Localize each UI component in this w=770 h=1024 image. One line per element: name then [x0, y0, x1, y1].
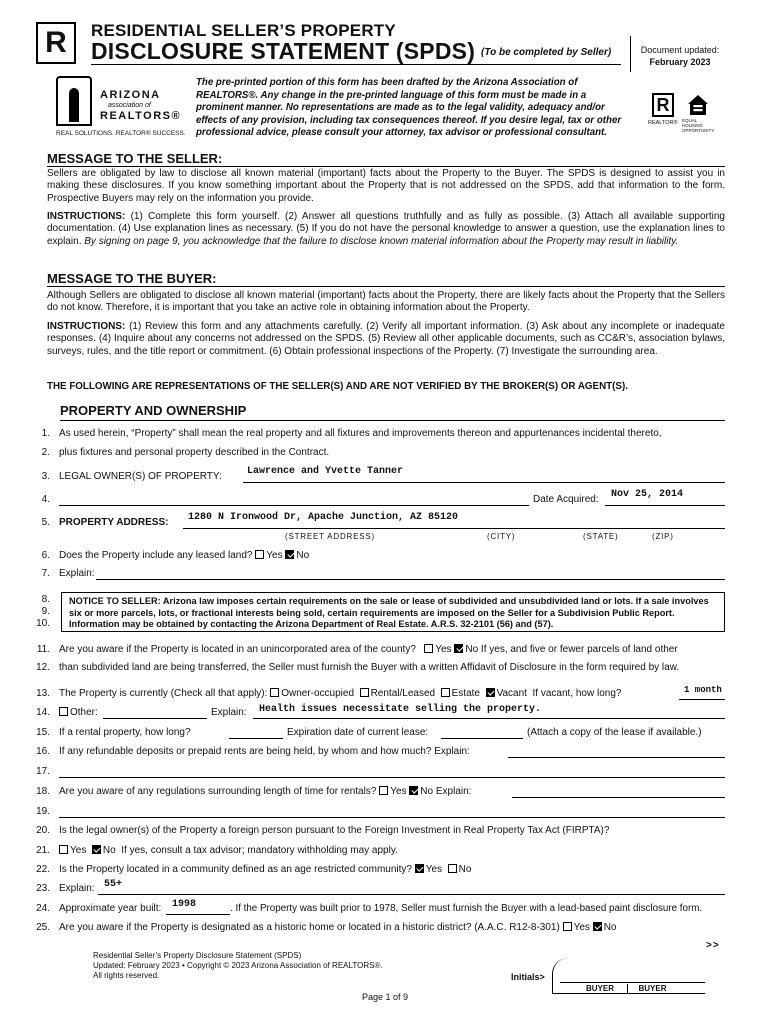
leased-land-question: Does the Property include any leased land? — [59, 550, 253, 561]
year-built-label: Approximate year built: — [59, 903, 162, 914]
line-21 — [59, 845, 398, 856]
form-title-note: (To be completed by Seller) — [481, 47, 612, 58]
lead-paint-note: . If the Property was built prior to 1978, Seller must furnish the Buyer with a lead-based paint disclosure form. — [230, 903, 703, 914]
property-heading: PROPERTY AND OWNERSHIP — [60, 403, 247, 418]
line-14-explain-value: Health issues necessitate selling the property. — [259, 704, 542, 715]
initials-rule — [560, 982, 705, 983]
line-6 — [59, 550, 309, 561]
yes-label: Yes — [435, 644, 452, 655]
line-18 — [59, 786, 471, 797]
yes-label: Yes — [70, 845, 87, 856]
form-r-logo: R — [36, 22, 76, 64]
no-label: No — [465, 644, 479, 655]
date-acquired-field[interactable] — [605, 505, 725, 506]
buyer-instr-label: INSTRUCTIONS: — [47, 321, 126, 332]
seller-instr-italic: By signing on page 9, you acknowledge that the failure to disclose known material information about the Property may result in liability. — [84, 235, 679, 247]
line-2-text: plus fixtures and personal property described in the Contract. — [59, 447, 330, 458]
buyer-initials-2[interactable]: BUYER — [627, 984, 677, 993]
unincorporated-question: Are you aware if the Property is located in an unincorporated area of the county? — [59, 644, 416, 655]
line-number: 17. — [36, 766, 50, 777]
line-12-text: than subdivided land are being transferred, the Seller must furnish the Buyer with a written Affidavit of Disclosure in the form required by law. — [59, 662, 680, 673]
line-23-explain-label: Explain: — [59, 883, 95, 894]
doc-updated — [635, 44, 725, 68]
logo-realtors: REALTORS® — [100, 110, 182, 122]
line-19-field[interactable] — [59, 817, 725, 818]
line-22 — [59, 864, 471, 875]
date-acquired-label: Date Acquired: — [533, 494, 599, 505]
line-number: 20. — [36, 825, 50, 836]
footer-text — [93, 951, 383, 981]
property-address-label: PROPERTY ADDRESS: — [59, 517, 169, 528]
realtor-label: REALTOR® — [648, 120, 678, 126]
caption-city: (CITY) — [487, 532, 516, 541]
line-23-explain-field[interactable] — [98, 894, 725, 895]
preprinted-disclaimer: The pre-printed portion of this form has been drafted by the Arizona Association of REALTORS®. Any change in the pre-printed language of this form must be made in a prominent manner. No representations are made as to the legal validity, adequacy and/or effects of any provision, including tax consequences thereof. If you desire legal, tax or other professional advice, please consult your attorney, tax advisor or professional consultant. — [196, 77, 622, 138]
line-number: 3. — [41, 471, 50, 482]
line-number: 21. — [36, 845, 50, 856]
line-number: 25. — [36, 922, 50, 933]
line-14-explain-field[interactable] — [253, 718, 725, 719]
seller-rule — [47, 166, 725, 167]
caption-zip: (ZIP) — [652, 532, 674, 541]
form-title-line2: DISCLOSURE STATEMENT (SPDS) — [91, 38, 476, 64]
line-number: 24. — [36, 903, 50, 914]
historic-no-checkbox[interactable] — [593, 922, 602, 931]
no-label: No — [458, 864, 472, 875]
caption-street: (STREET ADDRESS) — [285, 532, 375, 541]
attach-lease-note: (Attach a copy of the lease if available.) — [527, 727, 702, 738]
line-number: 1. — [41, 428, 50, 439]
logo-name: ARIZONA — [100, 89, 161, 101]
buyer-instructions — [47, 321, 725, 358]
line-number: 10. — [36, 618, 50, 629]
age-restricted-yes-checkbox[interactable] — [415, 864, 424, 873]
leased-land-no-checkbox[interactable] — [285, 550, 294, 559]
firpta-yes-checkbox[interactable] — [59, 845, 68, 854]
line-number: 2. — [41, 447, 50, 458]
other-label: Other: — [70, 707, 98, 718]
legal-owner-field[interactable] — [243, 482, 725, 483]
line-7-explain-field[interactable] — [96, 579, 725, 580]
year-built-field[interactable] — [166, 914, 230, 915]
no-label: No — [296, 550, 310, 561]
buyer-rule — [47, 286, 725, 287]
arizona-realtors-logo — [56, 76, 186, 136]
footer-line2: Updated: February 2023 • Copyright © 2023 Arizona Association of REALTORS®. — [93, 961, 383, 970]
line-number: 13. — [36, 688, 50, 699]
property-rule — [60, 420, 725, 421]
line-17-field[interactable] — [59, 777, 725, 778]
leased-land-yes-checkbox[interactable] — [255, 550, 264, 559]
year-built-value: 1998 — [172, 899, 197, 910]
other-field[interactable] — [103, 718, 207, 719]
line-13 — [59, 688, 621, 699]
line-25 — [59, 922, 616, 933]
property-address-field[interactable] — [183, 528, 725, 529]
buyer-heading: MESSAGE TO THE BUYER: — [47, 271, 217, 286]
form-title-line1: RESIDENTIAL SELLER’S PROPERTY — [91, 21, 396, 40]
equal-housing-icon — [686, 93, 710, 117]
seller-instructions — [47, 211, 725, 248]
initials-label: Initials> — [511, 972, 545, 982]
line-number: 15. — [36, 727, 50, 738]
no-label: No — [603, 922, 617, 933]
next-page-arrows: >> — [706, 940, 720, 951]
caption-state: (STATE) — [583, 532, 619, 541]
deposits-question: If any refundable deposits or prepaid rents are being held, by whom and how much? Explain: — [59, 746, 470, 757]
page-number: Page 1 of 9 — [361, 992, 409, 1002]
regulations-no-checkbox[interactable] — [409, 786, 418, 795]
age-restricted-no-checkbox[interactable] — [448, 864, 457, 873]
unincorporated-no-checkbox[interactable] — [454, 644, 463, 653]
line-number: 9. — [41, 606, 50, 617]
how-long-value: 1 month — [684, 685, 722, 695]
line-number: 16. — [36, 746, 50, 757]
buyer-initials-1[interactable]: BUYER — [585, 984, 614, 993]
regulations-explain-field[interactable] — [512, 797, 725, 798]
doc-updated-date: February 2023 — [649, 57, 711, 67]
firpta-question: Is the legal owner(s) of the Property a foreign person pursuant to the Foreign Investment in Real Property Tax Act (FIRPTA)? — [59, 825, 610, 836]
footer-line1: Residential Seller’s Property Disclosure Statement (SPDS) — [93, 951, 302, 960]
line-number: 7. — [41, 568, 50, 579]
footer-line3: All rights reserved. — [93, 971, 160, 980]
buyer-text: Although Sellers are obligated to disclose all known material (important) facts about the Property, there are likely facts about the Property that the Sellers do not know. Therefore, it is important that you take an active role in obtaining information about the Property. — [47, 290, 725, 314]
yes-label: Yes — [573, 922, 590, 933]
cactus-icon — [56, 76, 92, 126]
how-long-field[interactable] — [679, 699, 725, 700]
logo-tagline: REAL SOLUTIONS. REALTOR® SUCCESS. — [56, 130, 186, 137]
property-address-value: 1280 N Ironwood Dr, Apache Junction, AZ 85120 — [188, 512, 459, 523]
logo-sub: association of — [108, 102, 151, 109]
yes-label: Yes — [390, 786, 407, 797]
no-label: No — [102, 845, 116, 856]
line-number: 5. — [41, 517, 50, 528]
rental-how-long-field[interactable] — [229, 738, 283, 739]
buyer-instr-text: (1) Review this form and any attachments carefully. (2) Verify all important information. (3) Ask about any incomplete or inadequate responses. (4) Inquire about any concerns not addressed on the SPDS. (5) Review all other applicable documents, such as CC&R’s, association bylaws, surveys, rules, and the title report or commitment. (6) Obtain professional inspections of the Property. (7) Investigate the surrounding area. — [47, 321, 725, 357]
line-4-blank[interactable] — [59, 505, 529, 506]
eho-label: EQUAL HOUSING OPPORTUNITY — [682, 118, 715, 133]
seller-instr-label: INSTRUCTIONS: — [47, 211, 126, 222]
estate-label: Estate — [451, 688, 480, 699]
subdivision-notice: NOTICE TO SELLER: Arizona law imposes certain requirements on the sale or lease of subdivided and unsubdivided land or lots. If a sale involves six or more parcels, lots, or fractional interests being sold, certain requirements are imposed on the Seller for a Subdivision Public Report. Information may be obtained by contacting the Arizona Department of Real Estate. A.R.S. 32-2101 (56) and (57). — [61, 592, 725, 632]
line-number: 22. — [36, 864, 50, 875]
yes-label: Yes — [266, 550, 283, 561]
legal-owner-value: Lawrence and Yvette Tanner — [247, 466, 404, 477]
unincorporated-yes-checkbox[interactable] — [424, 644, 433, 653]
owner-occupied-checkbox[interactable] — [270, 688, 279, 697]
representations-notice: THE FOLLOWING ARE REPRESENTATIONS OF THE SELLER(S) AND ARE NOT VERIFIED BY THE BROKER(S) OR AGENT(S). — [47, 381, 628, 392]
line-number: 11. — [36, 644, 50, 655]
age-restricted-question: Is the Property located in a community defined as an age restricted community? — [59, 864, 412, 875]
rental-checkbox[interactable] — [360, 688, 369, 697]
line-14-other — [59, 707, 98, 718]
unincorporated-tail: If yes, and five or fewer parcels of land other — [480, 644, 678, 655]
deposits-explain-field[interactable] — [508, 757, 725, 758]
lease-expiration-label: Expiration date of current lease: — [287, 727, 429, 738]
doc-updated-label: Document updated: — [640, 45, 720, 55]
estate-checkbox[interactable] — [441, 688, 450, 697]
vacant-label: Vacant — [496, 688, 527, 699]
seller-heading: MESSAGE TO THE SELLER: — [47, 151, 223, 166]
line-14-explain-label: Explain: — [211, 707, 247, 718]
owner-occupied-label: Owner-occupied — [281, 688, 355, 699]
rental-how-long-label: If a rental property, how long? — [59, 727, 191, 738]
other-checkbox[interactable] — [59, 707, 68, 716]
line-number: 4. — [41, 494, 50, 505]
realtor-r-icon: R — [652, 93, 674, 117]
line-1-text: As used herein, “Property” shall mean the real property and all fixtures and improvements thereon and appurtenances incidental thereto, — [59, 428, 662, 439]
line-number: 12. — [36, 662, 50, 673]
rental-label: Rental/Leased — [370, 688, 436, 699]
firpta-tail: If yes, consult a tax advisor; mandatory withholding may apply. — [121, 845, 398, 856]
line-23-explain-value: 55+ — [104, 879, 123, 890]
line-number: 14. — [36, 707, 50, 718]
seller-instr-text: (1) Complete this form yourself. (2) Answer all questions truthfully and as fully as possible. (3) Attach all available supporting documentation. (4) Use explanation lines as necessary. (5) If you do not have the personal knowledge to answer a question, use the explanation lines to explain. — [47, 211, 725, 247]
doc-updated-divider — [630, 36, 631, 72]
historic-question: Are you aware if the Property is designated as a historic home or located in a historic district? (A.A.C. R12-8-301) — [59, 922, 560, 933]
line-11 — [59, 644, 678, 655]
line-number: 8. — [41, 594, 50, 605]
rental-regulations-question: Are you aware of any regulations surrounding length of time for rentals? — [59, 786, 377, 797]
no-label: No — [420, 786, 434, 797]
regulations-yes-checkbox[interactable] — [379, 786, 388, 795]
line-number: 23. — [36, 883, 50, 894]
line-number: 6. — [41, 550, 50, 561]
currently-question: The Property is currently (Check all that apply): — [59, 688, 268, 699]
yes-label: Yes — [425, 864, 443, 875]
title-rule — [91, 64, 621, 65]
how-long-label: If vacant, how long? — [532, 688, 622, 699]
seller-text: Sellers are obligated by law to disclose all known material (important) facts about the Property to the Buyer. The SPDS is designed to assist you in making these disclosures. If you know something important about the Property that is not addressed on the SPDS, add that information to the form. Prospective Buyers may rely on the information you provide. — [47, 168, 725, 204]
legal-owner-label: LEGAL OWNER(S) OF PROPERTY: — [59, 471, 222, 482]
line-number: 19. — [36, 806, 50, 817]
historic-yes-checkbox[interactable] — [563, 922, 572, 931]
date-acquired-value: Nov 25, 2014 — [611, 489, 684, 500]
lease-expiration-field[interactable] — [441, 738, 523, 739]
line-number: 18. — [36, 786, 50, 797]
regulations-explain-label: Explain: — [435, 786, 472, 797]
vacant-checkbox[interactable] — [486, 688, 495, 697]
explain-label: Explain: — [59, 568, 95, 579]
firpta-no-checkbox[interactable] — [92, 845, 101, 854]
